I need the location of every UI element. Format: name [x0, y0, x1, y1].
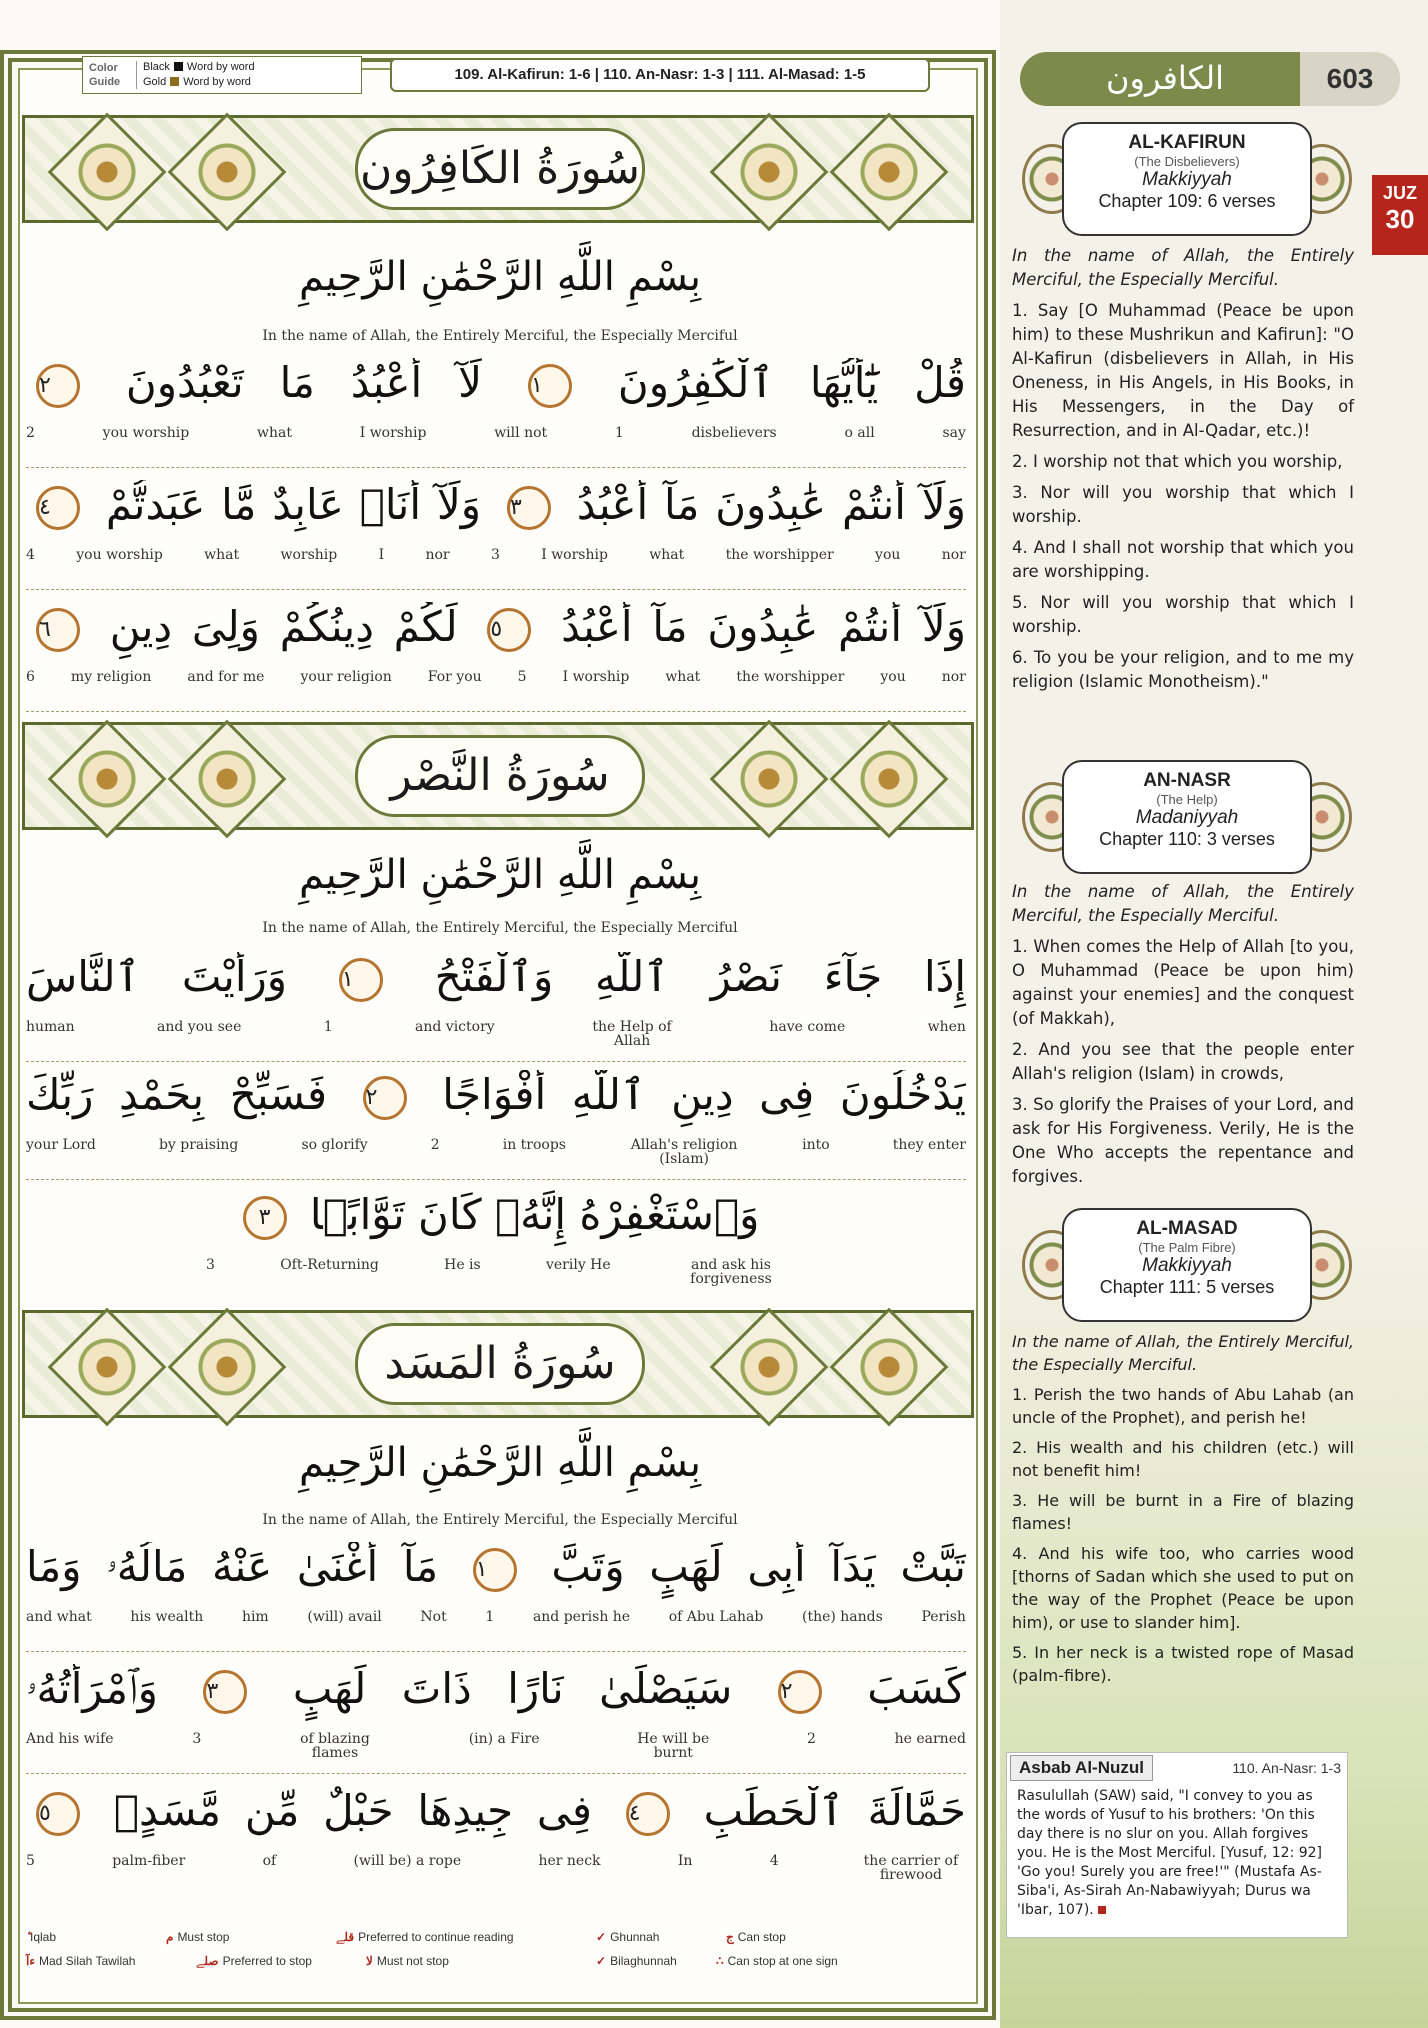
- surah-header-nasr: [22, 722, 974, 830]
- word-gloss: He is: [444, 1257, 481, 1273]
- rosette-icon: [48, 1308, 167, 1427]
- basmala: بِسْمِ اللَّهِ الرَّحْمَٰنِ الرَّحِيمِ: [298, 1440, 702, 1486]
- word-gloss: him: [241, 1609, 269, 1625]
- legend-item: ﻗﻠﮯ Preferred to continue reading: [336, 1930, 514, 1944]
- rosette-icon: [48, 113, 167, 232]
- card-chapter: Chapter 109: 6 verses: [1098, 191, 1276, 211]
- word-gloss: of: [262, 1853, 277, 1869]
- word-gloss: I worship: [541, 547, 608, 563]
- word-gloss: and perish he: [532, 1609, 631, 1625]
- color-guide-title: Color Guide: [89, 61, 137, 89]
- word-gloss: your Lord: [26, 1137, 96, 1153]
- arabic-text: تَبَّتْ يَدَآ أَبِى لَهَبٍ وَتَبَّ ١ مَآ أَغْنَىٰ عَنْهُ مَالُهُۥ وَمَا: [26, 1542, 966, 1591]
- page-number: 603: [1300, 52, 1400, 106]
- word-gloss: and victory: [415, 1019, 495, 1035]
- word-gloss: I worship: [562, 669, 630, 685]
- ghunnah-icon: ✓: [596, 1930, 607, 1944]
- arabic-text: وَلَآ أَنتُمْ عَٰبِدُونَ مَآ أَعْبُدُ ٣ وَلَآ أَنَا۠ عَابِدٌ مَّا عَبَدتُّمْ ٤: [26, 480, 966, 546]
- word-gloss: and what: [26, 1609, 92, 1625]
- juz-tab: [1372, 175, 1428, 255]
- legend-black-label: Black: [143, 61, 170, 73]
- word-gloss: what: [256, 425, 292, 441]
- arabic-text: يَدْخُلُونَ فِى دِينِ ٱللَّهِ أَفْوَاجًا ٢ فَسَبِّحْ بِحَمْدِ رَبِّكَ: [26, 1070, 966, 1119]
- arabic-text: وَٱسْتَغْفِرْهُ إِنَّهُۥ كَانَ تَوَّابًۢا ٣: [26, 1190, 966, 1256]
- word-gloss: when: [927, 1019, 966, 1035]
- asbab-al-nuzul-box: [1006, 1752, 1348, 1938]
- translation-pane: [1000, 0, 1428, 2028]
- rosette-icon: [168, 720, 287, 839]
- legend-item: ءآ Mad Silah Tawilah: [26, 1954, 136, 1968]
- translation-verse: 5. Nor will you worship that which I worship.: [1012, 593, 1354, 636]
- rosette-icon: [168, 113, 287, 232]
- word-gloss: the carrier of firewood: [863, 1853, 959, 1883]
- preferred-stop-icon: ﺻﻠﮯ: [196, 1954, 219, 1968]
- card-type: Madaniyyah: [1135, 807, 1239, 828]
- card-name: AN-NASR: [1143, 770, 1231, 791]
- word-gloss: Perish: [921, 1609, 966, 1625]
- asbab-body: Rasulullah (SAW) said, "I convey to you as the words of Yusuf to his brothers: 'On this day there is no slur on you. Allah forgives you. He is the Most Merciful. [Yusuf, 12: 92] 'Go you! Surely you are free!'" (Mustafa As-Siba'i, As-Sirah An-Nabawiyyah; Durus wa 'Ibar, 107).: [1017, 1788, 1323, 1918]
- translation-masad: [1012, 1330, 1354, 1694]
- word-gloss: (will be) a rope: [353, 1853, 462, 1869]
- word-gloss: what: [204, 547, 240, 563]
- translation-basmala: In the name of Allah, the Entirely Merciful, the Especially Merciful.: [1012, 246, 1354, 289]
- surah-card-kafirun: [1022, 122, 1352, 236]
- verse-line: [26, 474, 966, 590]
- word-gloss: have come: [769, 1019, 846, 1035]
- verse-line: [26, 352, 966, 468]
- word-gloss: verily He: [545, 1257, 611, 1273]
- word-by-word: [26, 670, 966, 706]
- word-gloss: 4: [26, 547, 35, 563]
- verse-number-icon: ٢: [36, 364, 80, 408]
- verse-number-icon: ٣: [203, 1670, 247, 1714]
- rosette-icon: [830, 113, 949, 232]
- rosette-icon: [710, 113, 829, 232]
- legend-black-desc: Word by word: [186, 61, 255, 73]
- word-gloss: o all: [844, 425, 875, 441]
- verse-number-icon: ٤: [36, 486, 80, 530]
- word-gloss: human: [26, 1019, 75, 1035]
- word-gloss: you worship: [76, 547, 163, 563]
- legend-item: ∴ Can stop at one sign: [716, 1954, 838, 1968]
- word-gloss: 1: [485, 1609, 495, 1625]
- end-mark-icon: [1098, 1906, 1106, 1914]
- translation-basmala: In the name of Allah, the Entirely Merciful, the Especially Merciful.: [1012, 1332, 1354, 1374]
- header-references: 109. Al-Kafirun: 1-6 | 110. An-Nasr: 1-3 | 111. Al-Masad: 1-5: [390, 58, 930, 92]
- verse-line: [26, 1536, 966, 1652]
- word-gloss: 2: [806, 1731, 816, 1747]
- arabic-text: حَمَّالَةَ ٱلْحَطَبِ ٤ فِى جِيدِهَا حَبْلٌ مِّن مَّسَدٍۭ ٥: [26, 1786, 966, 1852]
- juz-number: 30: [1385, 204, 1415, 234]
- surah-title-kafirun: سُورَةُ الكَافِرُون: [355, 128, 645, 210]
- translation-verse: 4. And I shall not worship that which you are worshipping.: [1012, 538, 1354, 581]
- translation-verse: 3. Nor will you worship that which I worship.: [1012, 483, 1354, 526]
- word-gloss: of blazing flames: [300, 1731, 370, 1761]
- verse-number-icon: ٣: [507, 486, 551, 530]
- verse-line: [26, 1780, 966, 1896]
- word-gloss: by praising: [158, 1137, 239, 1153]
- word-gloss: Oft-Returning: [280, 1257, 379, 1273]
- translation-verse: 2. And you see that the people enter Allah's religion (Islam) in crowds,: [1012, 1040, 1354, 1083]
- word-gloss: 1: [614, 425, 624, 441]
- word-gloss: your religion: [300, 669, 392, 685]
- word-gloss: disbelievers: [691, 425, 777, 441]
- word-gloss: the Help of Allah: [592, 1019, 672, 1049]
- verse-number-icon: ٥: [487, 608, 531, 652]
- gold-swatch-icon: [170, 77, 179, 86]
- legend-item: ج Can stop: [726, 1930, 786, 1944]
- word-gloss: into: [802, 1137, 830, 1153]
- word-gloss: his wealth: [130, 1609, 204, 1625]
- legend-gold-label: Gold: [143, 76, 167, 88]
- card-chapter: Chapter 110: 3 verses: [1099, 829, 1275, 849]
- translation-kafirun: [1012, 244, 1354, 701]
- verse-line: [26, 946, 966, 1062]
- basmala-translation: In the name of Allah, the Entirely Merciful, the Especially Merciful: [262, 1512, 738, 1528]
- word-gloss: 5: [517, 669, 527, 685]
- surah-title-masad: سُورَةُ المَسَد: [355, 1323, 645, 1405]
- basmala-translation: In the name of Allah, the Entirely Merciful, the Especially Merciful: [262, 328, 738, 344]
- word-gloss: palm-fiber: [112, 1853, 186, 1869]
- color-guide: [82, 56, 362, 94]
- word-gloss: 6: [26, 669, 35, 685]
- card-name: AL-KAFIRUN: [1128, 132, 1246, 153]
- can-stop-icon: ج: [726, 1930, 734, 1944]
- word-gloss: nor: [425, 547, 450, 563]
- bilaghunnah-icon: ✓: [596, 1954, 607, 1968]
- word-gloss: and for me: [187, 669, 265, 685]
- juz-label: JUZ: [1382, 183, 1417, 203]
- word-gloss: (the) hands: [801, 1609, 883, 1625]
- surah-card-masad: [1022, 1208, 1352, 1322]
- rosette-icon: [830, 1308, 949, 1427]
- word-gloss: For you: [427, 669, 482, 685]
- verse-number-icon: ١: [528, 364, 572, 408]
- word-gloss: He will be burnt: [637, 1731, 710, 1761]
- verse-number-icon: ٥: [36, 1792, 80, 1836]
- must-stop-icon: ﻡ: [166, 1930, 174, 1944]
- word-gloss: 2: [26, 425, 35, 441]
- word-gloss: her neck: [538, 1853, 601, 1869]
- translation-verse: 1. Perish the two hands of Abu Lahab (an uncle of the Prophet), and perish he!: [1012, 1385, 1354, 1427]
- basmala-translation: In the name of Allah, the Entirely Merciful, the Especially Merciful: [262, 920, 738, 936]
- word-gloss: say: [942, 425, 966, 441]
- surah-header-kafirun: [22, 115, 974, 223]
- word-gloss: what: [649, 547, 685, 563]
- card-meaning: (The Help): [1156, 792, 1218, 807]
- arabic-text: وَلَآ أَنتُمْ عَٰبِدُونَ مَآ أَعْبُدُ ٥ لَكُمْ دِينُكُمْ وَلِىَ دِينِ ٦: [26, 602, 966, 668]
- mad-silah-icon: ءآ: [26, 1954, 35, 1968]
- verse-number-icon: ١: [473, 1548, 517, 1592]
- word-gloss: I: [378, 547, 385, 563]
- rosette-icon: [48, 720, 167, 839]
- card-chapter: Chapter 111: 5 verses: [1099, 1277, 1275, 1297]
- verse-number-icon: ٦: [36, 608, 80, 652]
- word-gloss: you: [875, 547, 901, 563]
- legend-item: ✓ Bilaghunnah: [596, 1954, 677, 1968]
- one-sign-stop-icon: ∴: [716, 1954, 724, 1968]
- verse-line: [26, 1064, 966, 1180]
- word-by-word: [26, 1138, 966, 1174]
- word-gloss: 1: [323, 1019, 333, 1035]
- word-gloss: 3: [192, 1731, 202, 1747]
- word-gloss: the worshipper: [725, 547, 834, 563]
- translation-basmala: In the name of Allah, the Entirely Merciful, the Especially Merciful.: [1012, 882, 1354, 925]
- word-gloss: 5: [26, 1853, 35, 1869]
- word-gloss: (in) a Fire: [468, 1731, 540, 1747]
- word-by-word: [26, 1610, 966, 1646]
- translation-verse: 6. To you be your religion, and to me my religion (Islamic Monotheism).": [1012, 648, 1354, 691]
- verse-number-icon: ٢: [778, 1670, 822, 1714]
- word-gloss: And his wife: [26, 1731, 114, 1747]
- word-gloss: the worshipper: [736, 669, 845, 685]
- word-gloss: Allah's religion (Islam): [630, 1137, 738, 1167]
- word-gloss: 3: [206, 1257, 215, 1273]
- word-gloss: and ask his forgiveness: [690, 1257, 772, 1287]
- verse-line: [26, 596, 966, 712]
- legend-gold-desc: Word by word: [183, 76, 251, 88]
- word-gloss: 3: [490, 547, 500, 563]
- verse-line: [26, 1658, 966, 1774]
- verse-number-icon: ٢: [363, 1076, 407, 1120]
- word-gloss: nor: [941, 547, 966, 563]
- verse-line: [26, 1184, 966, 1300]
- translation-verse: 2. I worship not that which you worship,: [1012, 452, 1343, 471]
- surah-header-masad: [22, 1310, 974, 1418]
- card-type: Makkiyyah: [1142, 169, 1232, 190]
- must-not-stop-icon: ﻻ: [366, 1954, 373, 1968]
- rosette-icon: [710, 720, 829, 839]
- arabic-text: كَسَبَ ٢ سَيَصْلَىٰ نَارًا ذَاتَ لَهَبٍ ٣ وَٱمْرَأَتُهُۥ: [26, 1664, 966, 1713]
- word-gloss: In: [677, 1853, 693, 1869]
- asbab-reference: 110. An-Nasr: 1-3: [1232, 1760, 1341, 1776]
- word-gloss: will not: [494, 425, 548, 441]
- arabic-text: قُلْ يَٰٓأَيُّهَا ٱلْكَٰفِرُونَ ١ لَآ أَعْبُدُ مَا تَعْبُدُونَ ٢: [26, 358, 966, 424]
- legend-item: ﺻﻠﮯ Preferred to stop: [196, 1954, 312, 1968]
- translation-verse: 4. And his wife too, who carries wood [thorns of Sadan which she used to put on the way of the Prophet (Peace be upon him), or use to slander him].: [1012, 1544, 1354, 1632]
- rosette-icon: [830, 720, 949, 839]
- translation-nasr: [1012, 880, 1354, 1196]
- word-by-word: [26, 1732, 966, 1768]
- translation-verse: 3. He will be burnt in a Fire of blazing flames!: [1012, 1491, 1354, 1533]
- legend-item: ✓ Ghunnah: [596, 1930, 660, 1944]
- word-gloss: and you see: [157, 1019, 242, 1035]
- word-gloss: my religion: [70, 669, 152, 685]
- rosette-icon: [710, 1308, 829, 1427]
- card-type: Makkiyyah: [1142, 1255, 1232, 1276]
- verse-number-icon: ٤: [626, 1792, 670, 1836]
- word-gloss: they enter: [892, 1137, 966, 1153]
- word-gloss: 2: [430, 1137, 440, 1153]
- translation-verse: 2. His wealth and his children (etc.) will not benefit him!: [1012, 1438, 1354, 1480]
- word-gloss: worship: [280, 547, 338, 563]
- word-by-word: [26, 1854, 966, 1890]
- translation-verse: 3. So glorify the Praises of your Lord, and ask for His Forgiveness. Verily, He is the One Who accepts the repentance and forgives.: [1012, 1095, 1354, 1186]
- card-name: AL-MASAD: [1136, 1218, 1238, 1239]
- basmala: بِسْمِ اللَّهِ الرَّحْمَٰنِ الرَّحِيمِ: [298, 254, 702, 300]
- word-by-word: [26, 548, 966, 584]
- translation-verse: 1. Say [O Muhammad (Peace be upon him) to these Mushrikun and Kafirun]: "O Al-Kafirun (disbelievers in Allah, in His Oneness, in His Angels, in His Books, in His Messengers, in the Day of Resurrection, and in Al-Qadar, etc.)!: [1012, 301, 1354, 440]
- translation-verse: 5. In her neck is a twisted rope of Masad (palm-fibre).: [1012, 1643, 1354, 1685]
- basmala: بِسْمِ اللَّهِ الرَّحْمَٰنِ الرَّحِيمِ: [298, 852, 702, 898]
- rosette-icon: [168, 1308, 287, 1427]
- page-surah-name: الكافرون: [1020, 52, 1310, 106]
- surah-card-nasr: [1022, 760, 1352, 874]
- black-swatch-icon: [174, 62, 183, 71]
- word-gloss: he earned: [894, 1731, 966, 1747]
- word-gloss: 4: [769, 1853, 779, 1869]
- word-gloss: you: [880, 669, 906, 685]
- word-gloss: so glorify: [301, 1137, 368, 1153]
- arabic-text: إِذَا جَآءَ نَصْرُ ٱللَّهِ وَٱلْفَتْحُ ١ وَرَأَيْتَ ٱلنَّاسَ: [26, 952, 966, 1001]
- word-gloss: Not: [420, 1609, 447, 1625]
- word-gloss: of Abu Lahab: [668, 1609, 764, 1625]
- legend-item: Iqlab: [30, 1930, 57, 1944]
- word-by-word: [26, 1258, 966, 1294]
- legend-item: ﻻ Must not stop: [366, 1954, 449, 1968]
- verse-number-icon: ١: [339, 958, 383, 1002]
- word-gloss: I worship: [359, 425, 427, 441]
- asbab-title: Asbab Al-Nuzul: [1010, 1755, 1153, 1781]
- word-gloss: what: [665, 669, 701, 685]
- legend-item: ﻡ Must stop: [166, 1930, 230, 1944]
- surah-title-nasr: سُورَةُ النَّصْر: [355, 735, 645, 817]
- verse-number-icon: ٣: [243, 1196, 287, 1240]
- card-meaning: (The Disbelievers): [1134, 154, 1240, 169]
- translation-verse: 1. When comes the Help of Allah [to you, O Muhammad (Peace be upon him) against your enemies] and the conquest (of Makkah),: [1012, 937, 1354, 1028]
- card-meaning: (The Palm Fibre): [1138, 1240, 1236, 1255]
- word-by-word: [26, 1020, 966, 1056]
- top-bar: [70, 50, 940, 96]
- word-gloss: (will) avail: [307, 1609, 382, 1625]
- tajweed-legend: [26, 1918, 966, 1988]
- word-by-word: [26, 426, 966, 462]
- word-gloss: nor: [941, 669, 966, 685]
- continue-icon: ﻗﻠﮯ: [336, 1930, 355, 1944]
- word-gloss: you worship: [102, 425, 190, 441]
- word-gloss: in troops: [502, 1137, 566, 1153]
